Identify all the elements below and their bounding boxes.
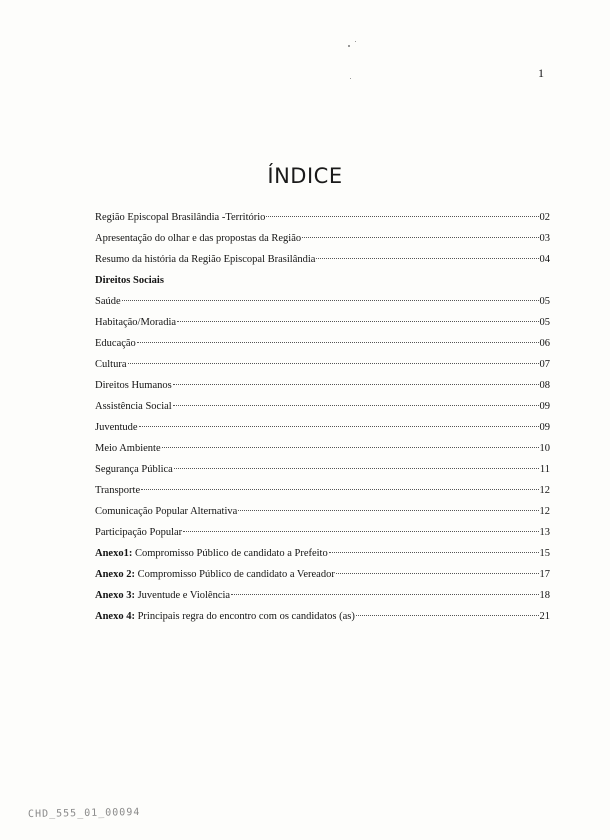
toc-entry[interactable] bbox=[95, 522, 550, 543]
toc-entry[interactable] bbox=[95, 375, 550, 396]
leader-dots bbox=[173, 405, 539, 406]
leader-dots bbox=[162, 447, 539, 448]
toc-entry-page: 12 bbox=[539, 485, 550, 496]
annex-title: Juventude e Violência bbox=[137, 590, 231, 601]
toc-entry-label: Assistência Social bbox=[95, 401, 172, 412]
toc-entry-label: Região Episcopal Brasilândia -Território bbox=[95, 212, 266, 223]
toc-entry-label bbox=[95, 543, 328, 564]
leader-dots bbox=[329, 552, 539, 553]
toc-entry-page: 06 bbox=[539, 338, 550, 349]
toc-entry-page: 03 bbox=[539, 233, 550, 244]
toc-entry-page: 05 bbox=[539, 296, 550, 307]
annex-prefix: Anexo1: bbox=[95, 548, 133, 559]
toc-entry-page: 09 bbox=[539, 422, 550, 433]
toc-entry[interactable] bbox=[95, 333, 550, 354]
toc-entry-page: 05 bbox=[539, 317, 550, 328]
toc-entry-label: Meio Ambiente bbox=[95, 443, 161, 454]
scan-speck bbox=[348, 45, 350, 47]
toc-entry-label: Apresentação do olhar e das propostas da Região bbox=[95, 233, 302, 244]
table-of-contents bbox=[95, 207, 550, 627]
annex-prefix: Anexo 3: bbox=[95, 590, 135, 601]
toc-entry-page: 04 bbox=[539, 254, 550, 265]
toc-annex-entry[interactable] bbox=[95, 606, 550, 627]
leader-dots bbox=[231, 594, 538, 595]
toc-annex-entry[interactable] bbox=[95, 543, 550, 564]
toc-entry-page: 07 bbox=[539, 359, 550, 370]
toc-entry-label: Resumo da história da Região Episcopal Brasilândia bbox=[95, 254, 316, 265]
leader-dots bbox=[137, 342, 539, 343]
leader-dots bbox=[141, 489, 538, 490]
toc-entry[interactable] bbox=[95, 501, 550, 522]
toc-entry[interactable] bbox=[95, 480, 550, 501]
toc-entry[interactable] bbox=[95, 438, 550, 459]
toc-entry-label: Participação Popular bbox=[95, 527, 183, 538]
toc-entry-label: Comunicação Popular Alternativa bbox=[95, 506, 238, 517]
toc-entry[interactable] bbox=[95, 207, 550, 228]
toc-entry[interactable] bbox=[95, 417, 550, 438]
leader-dots bbox=[128, 363, 539, 364]
leader-dots bbox=[122, 300, 539, 301]
toc-entry-label: Juventude bbox=[95, 422, 138, 433]
toc-entry-label: Transporte bbox=[95, 485, 141, 496]
leader-dots bbox=[336, 573, 539, 574]
toc-entry-label bbox=[95, 585, 230, 606]
toc-entry-page: 11 bbox=[539, 464, 550, 475]
toc-entry-label: Habitação/Moradia bbox=[95, 317, 177, 328]
leader-dots bbox=[177, 321, 538, 322]
page-number: 1 bbox=[538, 66, 544, 80]
toc-entry-page: 18 bbox=[539, 590, 550, 601]
annex-title: Compromisso Público de candidato a Prefeito bbox=[134, 548, 328, 559]
toc-entry-page: 12 bbox=[539, 506, 550, 517]
toc-entry-page: 15 bbox=[539, 548, 550, 559]
leader-dots bbox=[183, 531, 538, 532]
toc-entry[interactable] bbox=[95, 291, 550, 312]
annex-prefix: Anexo 4: bbox=[95, 611, 135, 622]
leader-dots bbox=[173, 384, 539, 385]
toc-annex-entry[interactable] bbox=[95, 585, 550, 606]
toc-entry[interactable] bbox=[95, 459, 550, 480]
toc-entry-page: 08 bbox=[539, 380, 550, 391]
toc-entry-page: 21 bbox=[539, 611, 550, 622]
toc-entry-label: Saúde bbox=[95, 296, 121, 307]
annex-title: Compromisso Público de candidato a Vereador bbox=[137, 569, 335, 580]
toc-entry[interactable] bbox=[95, 312, 550, 333]
toc-entry[interactable] bbox=[95, 249, 550, 270]
toc-entry-page: 13 bbox=[539, 527, 550, 538]
toc-entry[interactable] bbox=[95, 228, 550, 249]
toc-entry-label bbox=[95, 606, 355, 627]
annex-prefix: Anexo 2: bbox=[95, 569, 135, 580]
toc-entry-label: Educação bbox=[95, 338, 136, 349]
toc-entry[interactable] bbox=[95, 354, 550, 375]
toc-entry-page: 09 bbox=[539, 401, 550, 412]
archive-code: CHD_555_01_00094 bbox=[27, 807, 141, 820]
leader-dots bbox=[238, 510, 538, 511]
toc-entry-label: Direitos Humanos bbox=[95, 380, 172, 391]
scan-speck bbox=[350, 78, 351, 79]
toc-entry-page: 17 bbox=[539, 569, 550, 580]
toc-entry-label: Segurança Pública bbox=[95, 464, 173, 475]
section-heading: Direitos Sociais bbox=[95, 275, 164, 286]
scan-speck bbox=[355, 41, 356, 42]
leader-dots bbox=[174, 468, 539, 469]
toc-entry-label bbox=[95, 564, 335, 585]
leader-dots bbox=[356, 615, 539, 616]
annex-title: Principais regra do encontro com os candidatos (as) bbox=[137, 611, 355, 622]
page-title: ÍNDICE bbox=[267, 164, 343, 189]
toc-annex-entry[interactable] bbox=[95, 564, 550, 585]
toc-entry-page: 02 bbox=[539, 212, 550, 223]
leader-dots bbox=[139, 426, 539, 427]
leader-dots bbox=[302, 237, 538, 238]
leader-dots bbox=[266, 216, 538, 217]
leader-dots bbox=[316, 258, 538, 259]
toc-entry-label: Cultura bbox=[95, 359, 127, 370]
toc-entry-page: 10 bbox=[539, 443, 550, 454]
toc-entry[interactable] bbox=[95, 396, 550, 417]
